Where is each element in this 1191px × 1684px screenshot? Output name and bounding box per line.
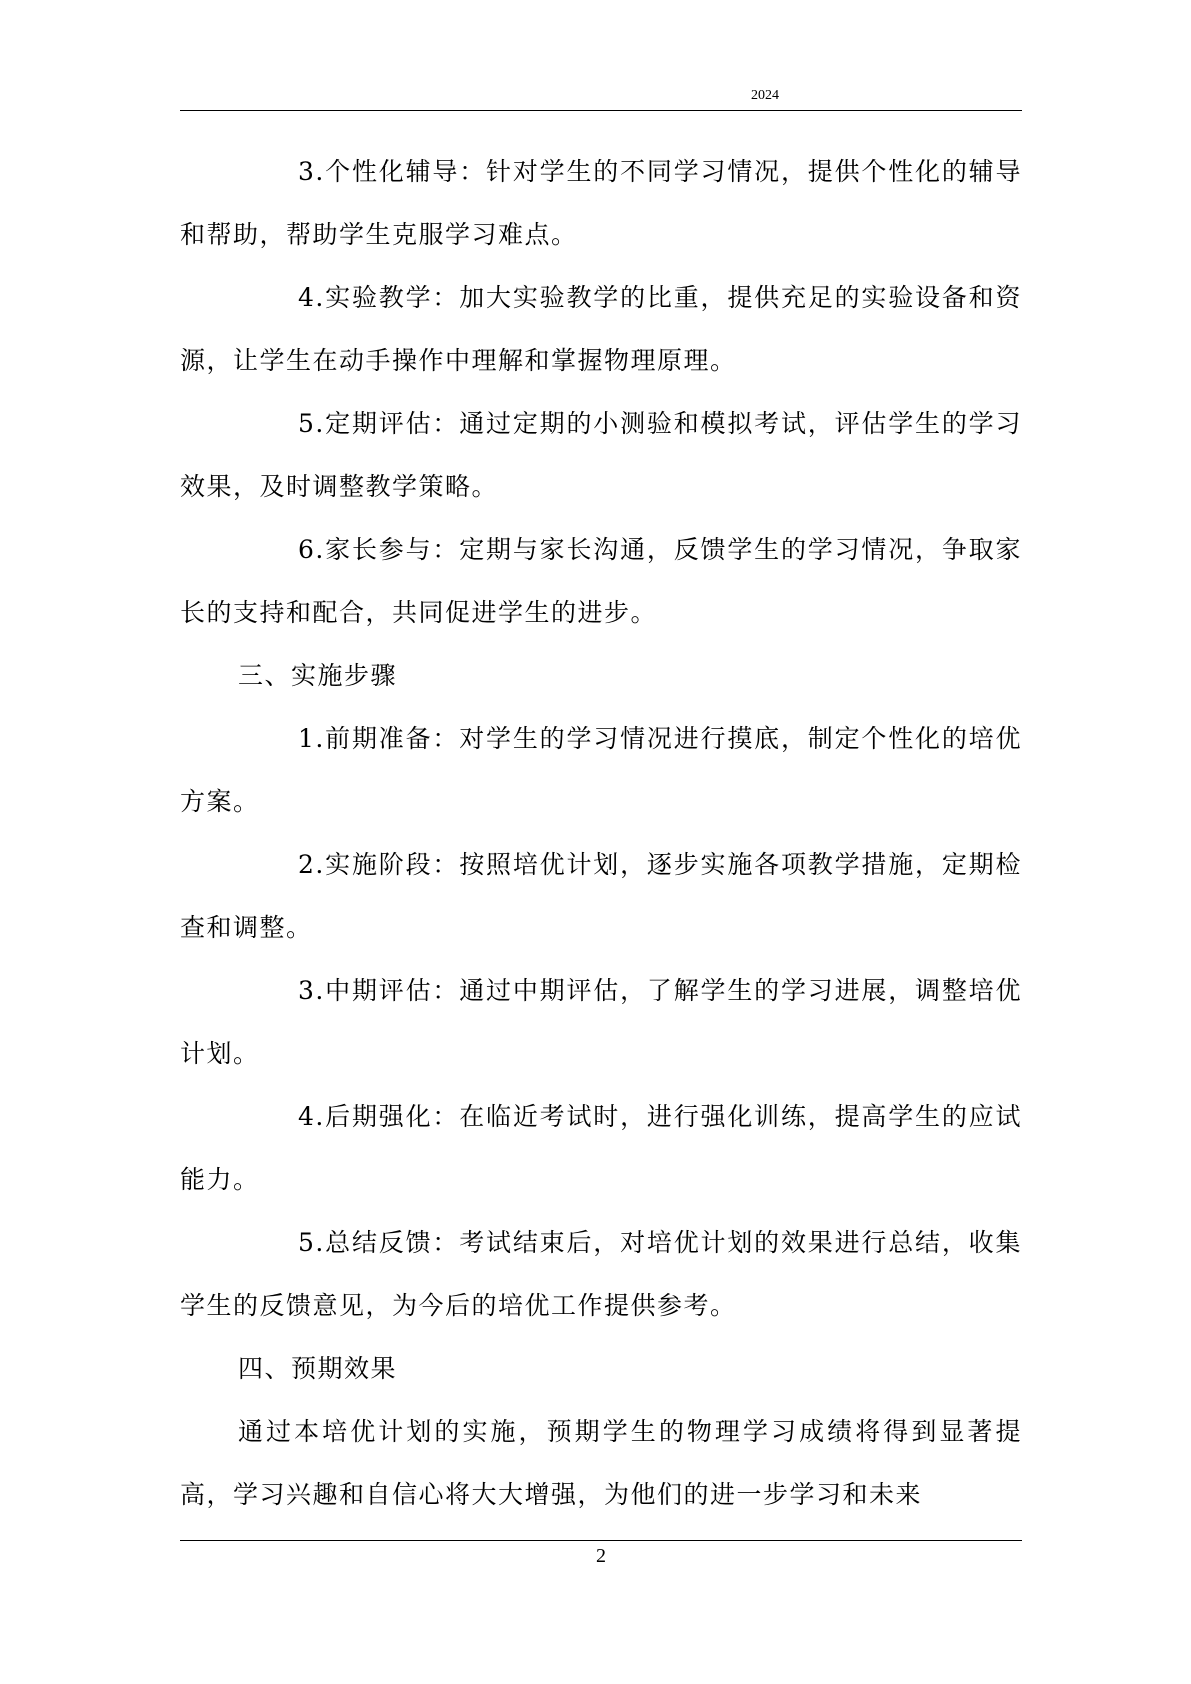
paragraph-summary-feedback: 5.总结反馈：考试结束后，对培优计划的效果进行总结，收集学生的反馈意见，为今后的培优工作提供参考。 (180, 1228, 1022, 1320)
paragraph-experiment-teaching: 4.实验教学：加大实验教学的比重，提供充足的实验设备和资源，让学生在动手操作中理解和掌握物理原理。 (180, 283, 1022, 375)
page-number: 2 (596, 1545, 606, 1567)
paragraph-tutoring: 3.个性化辅导：针对学生的不同学习情况，提供个性化的辅导和帮助，帮助学生克服学习难点。 (180, 157, 1022, 249)
paragraph-parent-participation: 6.家长参与：定期与家长沟通，反馈学生的学习情况，争取家长的支持和配合，共同促进学生的进步。 (180, 535, 1022, 627)
paragraph-preparation: 1.前期准备：对学生的学习情况进行摸底，制定个性化的培优方案。 (180, 724, 1022, 816)
paragraph-regular-assessment: 5.定期评估：通过定期的小测验和模拟考试，评估学生的学习效果，及时调整教学策略。 (180, 409, 1022, 501)
page-header-year: 2024 (751, 88, 779, 103)
paragraph-midterm-assessment: 3.中期评估：通过中期评估，了解学生的学习进展，调整培优计划。 (180, 976, 1022, 1068)
header-divider (180, 110, 1022, 111)
paragraph-expected-results: 通过本培优计划的实施，预期学生的物理学习成绩将得到显著提高，学习兴趣和自信心将大大增强，为他们的进一步学习和未来 (180, 1417, 1022, 1509)
section-heading-implementation: 三、实施步骤 (238, 661, 398, 690)
paragraph-late-reinforcement: 4.后期强化：在临近考试时，进行强化训练，提高学生的应试能力。 (180, 1102, 1022, 1194)
document-body (180, 140, 1022, 1526)
paragraph-implementation-stage: 2.实施阶段：按照培优计划，逐步实施各项教学措施，定期检查和调整。 (180, 850, 1022, 942)
footer-divider (180, 1540, 1022, 1541)
section-heading-expected-results: 四、预期效果 (238, 1354, 398, 1383)
